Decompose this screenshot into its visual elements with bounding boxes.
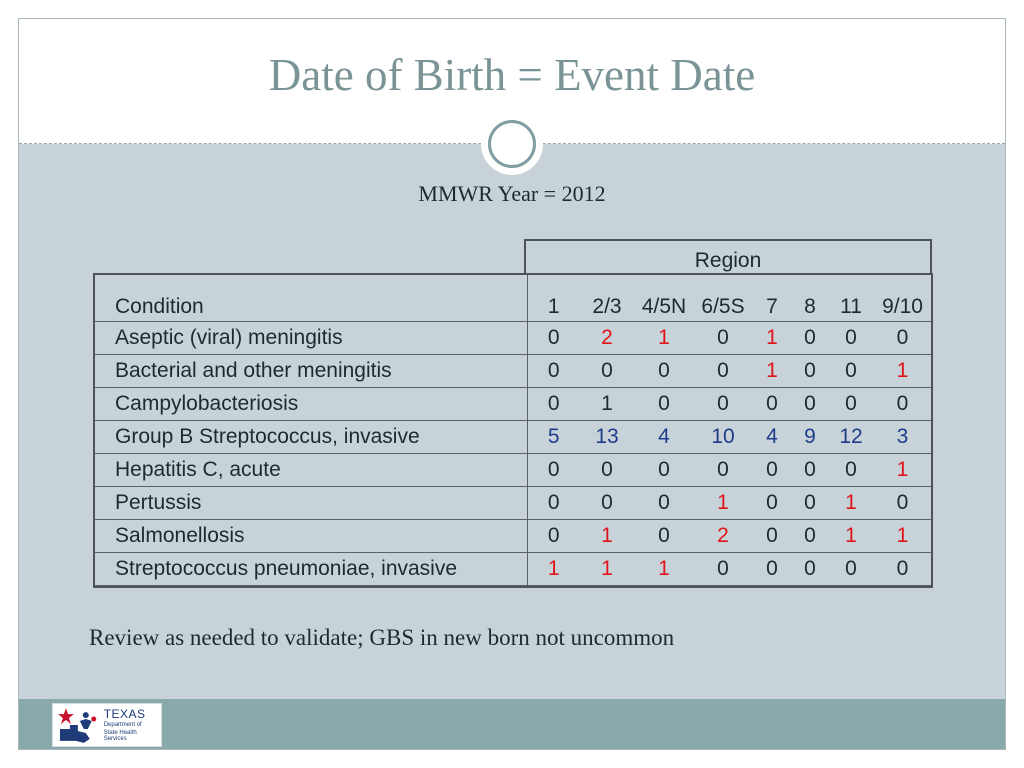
count-cell: 1: [527, 553, 580, 586]
region-col-header: 9/10: [874, 275, 931, 322]
count-cell: 0: [828, 355, 874, 388]
logo-subtitle-1: Department of: [103, 722, 142, 728]
condition-cell: Campylobacteriosis: [95, 388, 527, 421]
count-cell: 0: [792, 553, 828, 586]
count-cell: 0: [752, 487, 792, 520]
texas-star-figures-icon: [56, 705, 100, 745]
count-cell: 0: [580, 355, 634, 388]
count-cell: 0: [792, 520, 828, 553]
count-cell: 0: [527, 322, 580, 355]
table-header-row: [95, 275, 931, 322]
table-row: [95, 421, 931, 454]
review-note: Review as needed to validate; GBS in new born not uncommon: [89, 625, 675, 650]
count-cell: 0: [792, 322, 828, 355]
count-cell: 1: [580, 520, 634, 553]
count-cell: 0: [874, 322, 931, 355]
count-cell: 0: [792, 388, 828, 421]
condition-cell: Streptococcus pneumoniae, invasive: [95, 553, 527, 586]
count-cell: 0: [580, 454, 634, 487]
count-cell: 0: [527, 454, 580, 487]
count-cell: 1: [874, 454, 931, 487]
count-cell: 0: [694, 454, 752, 487]
count-cell: 1: [580, 553, 634, 586]
count-cell: 0: [874, 553, 931, 586]
count-cell: 1: [828, 487, 874, 520]
table-row: [95, 355, 931, 388]
table-row: [95, 487, 931, 520]
count-cell: 0: [634, 520, 694, 553]
count-cell: 0: [694, 322, 752, 355]
count-cell: 0: [634, 388, 694, 421]
count-cell: 0: [792, 454, 828, 487]
region-header: Region: [524, 239, 932, 273]
count-cell: 0: [828, 322, 874, 355]
table-row: [95, 520, 931, 553]
slide: [18, 18, 1006, 750]
count-cell: 1: [874, 355, 931, 388]
count-cell: 0: [694, 355, 752, 388]
condition-header: Condition: [95, 275, 527, 322]
count-cell: 0: [828, 553, 874, 586]
table-row: [95, 322, 931, 355]
count-cell: 1: [580, 388, 634, 421]
footer-band: [19, 699, 1005, 750]
count-cell: 4: [634, 421, 694, 454]
count-cell: 9: [792, 421, 828, 454]
count-cell: 1: [752, 322, 792, 355]
count-cell: 0: [874, 487, 931, 520]
slide-title: Date of Birth = Event Date: [268, 50, 756, 100]
count-cell: 2: [580, 322, 634, 355]
count-cell: 0: [752, 553, 792, 586]
count-cell: 0: [828, 388, 874, 421]
table-row: [95, 454, 931, 487]
data-table: [93, 273, 933, 588]
count-cell: 1: [634, 553, 694, 586]
count-cell: 1: [752, 355, 792, 388]
logo-name: TEXAS: [103, 707, 146, 721]
texas-dshs-logo: [52, 703, 162, 747]
circle-ornament-icon: [481, 113, 543, 175]
region-col-header: 7: [752, 275, 792, 322]
subtitle: MMWR Year = 2012: [418, 181, 606, 206]
count-cell: 0: [694, 388, 752, 421]
count-cell: 0: [752, 520, 792, 553]
count-cell: 1: [694, 487, 752, 520]
count-cell: 0: [874, 388, 931, 421]
count-cell: 13: [580, 421, 634, 454]
region-col-header: 1: [527, 275, 580, 322]
region-col-header: 11: [828, 275, 874, 322]
count-cell: 0: [634, 454, 694, 487]
count-cell: 0: [634, 355, 694, 388]
count-cell: 0: [580, 487, 634, 520]
count-cell: 0: [792, 355, 828, 388]
count-cell: 0: [694, 553, 752, 586]
count-cell: 0: [527, 388, 580, 421]
count-cell: 0: [752, 388, 792, 421]
region-col-header: 4/5N: [634, 275, 694, 322]
count-cell: 0: [527, 487, 580, 520]
condition-cell: Pertussis: [95, 487, 527, 520]
condition-cell: Bacterial and other meningitis: [95, 355, 527, 388]
ornament-ring: [488, 120, 536, 168]
count-cell: 12: [828, 421, 874, 454]
count-cell: 0: [752, 454, 792, 487]
count-cell: 2: [694, 520, 752, 553]
count-cell: 5: [527, 421, 580, 454]
count-cell: 0: [792, 487, 828, 520]
table-row: [95, 388, 931, 421]
count-cell: 1: [828, 520, 874, 553]
region-col-header: 8: [792, 275, 828, 322]
count-cell: 0: [828, 454, 874, 487]
logo-text: [104, 708, 161, 742]
count-cell: 1: [874, 520, 931, 553]
count-cell: 4: [752, 421, 792, 454]
count-cell: 1: [634, 322, 694, 355]
region-col-header: 6/5S: [694, 275, 752, 322]
count-cell: 0: [634, 487, 694, 520]
count-cell: 3: [874, 421, 931, 454]
table-row: [95, 553, 931, 586]
count-cell: 10: [694, 421, 752, 454]
table-body: [95, 275, 931, 586]
condition-cell: Group B Streptococcus, invasive: [95, 421, 527, 454]
condition-cell: Aseptic (viral) meningitis: [95, 322, 527, 355]
condition-cell: Salmonellosis: [95, 520, 527, 553]
count-cell: 0: [527, 520, 580, 553]
region-col-header: 2/3: [580, 275, 634, 322]
count-cell: 0: [527, 355, 580, 388]
condition-cell: Hepatitis C, acute: [95, 454, 527, 487]
logo-subtitle-2: State Health Services: [103, 730, 137, 742]
